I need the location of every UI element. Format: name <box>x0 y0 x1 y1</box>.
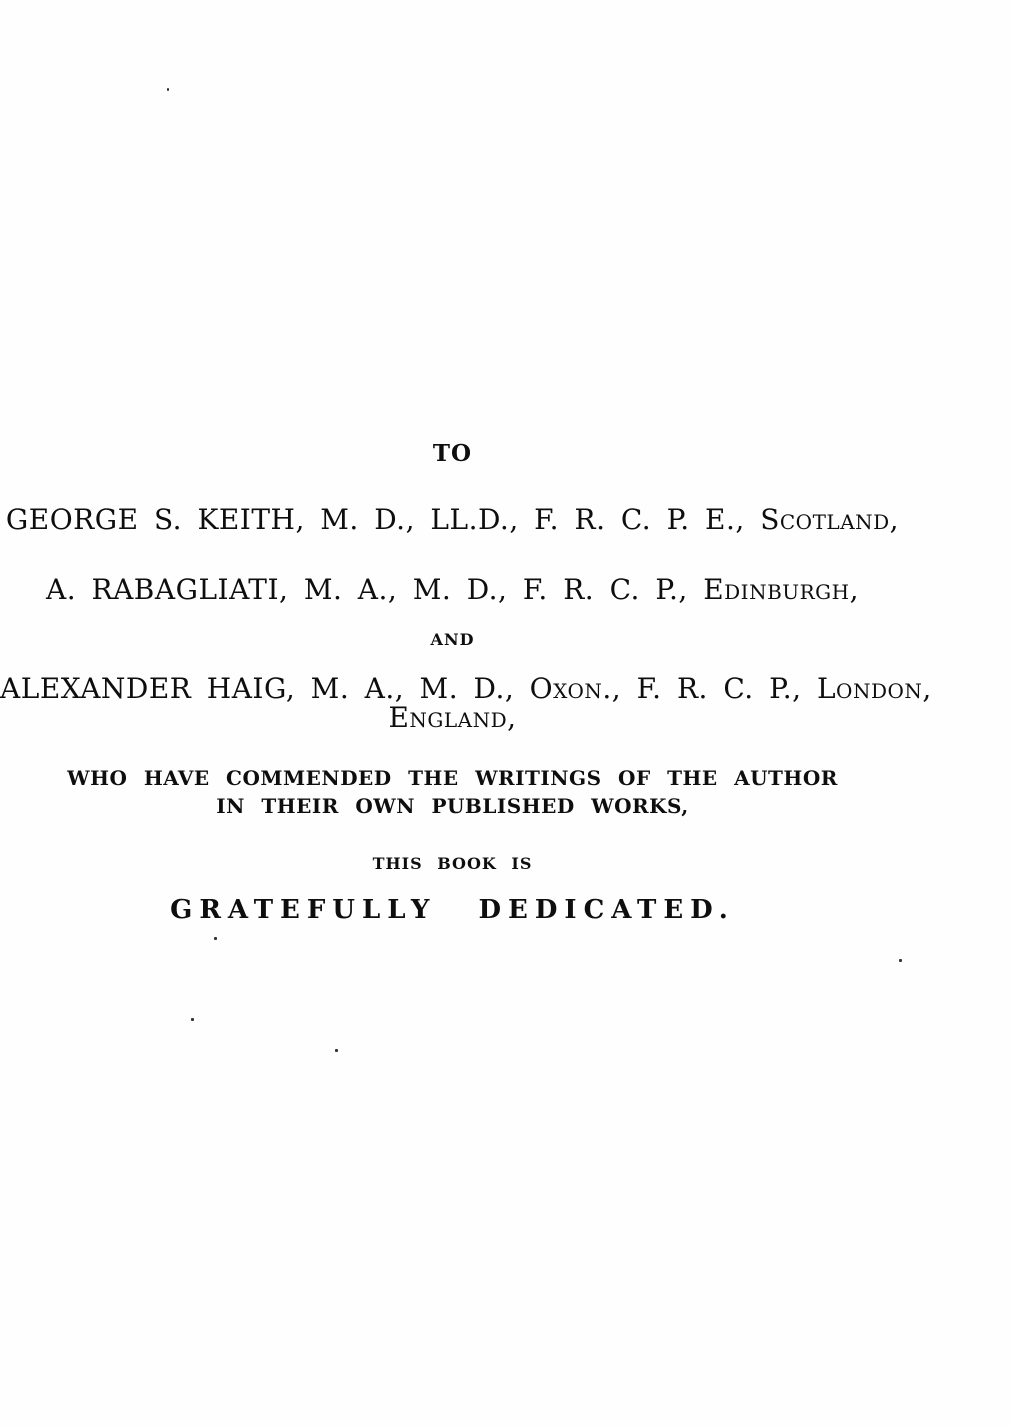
tribute-line-2: IN THEIR OWN PUBLISHED WORKS, <box>216 794 689 818</box>
scan-speck <box>214 937 217 940</box>
dedicatee-george-s-keith: GEORGE S. KEITH, M. D., LL.D., F. R. C. P. E., Scotland, <box>5 503 900 536</box>
dedicatee-a-rabagliati: A. RABAGLIATI, M. A., M. D., F. R. C. P., Edinburgh, <box>45 573 860 606</box>
gratefully-dedicated-label: GRATEFULLY DEDICATED. <box>170 895 735 925</box>
conjunction-and: AND <box>430 630 475 649</box>
dedication-to-label: TO <box>432 440 473 467</box>
scan-speck <box>167 88 169 91</box>
this-book-is-label: THIS BOOK IS <box>372 854 533 873</box>
dedicatee-alexander-haig-continuation: England, <box>388 701 517 734</box>
dedicatee-alexander-haig: ALEXANDER HAIG, M. A., M. D., Oxon., F. R. C. P., London, <box>0 672 932 705</box>
scan-speck <box>191 1018 194 1021</box>
scan-speck <box>899 959 902 962</box>
scan-speck <box>335 1049 338 1052</box>
tribute-line-1: WHO HAVE COMMENDED THE WRITINGS OF THE AUTHOR <box>67 766 838 790</box>
